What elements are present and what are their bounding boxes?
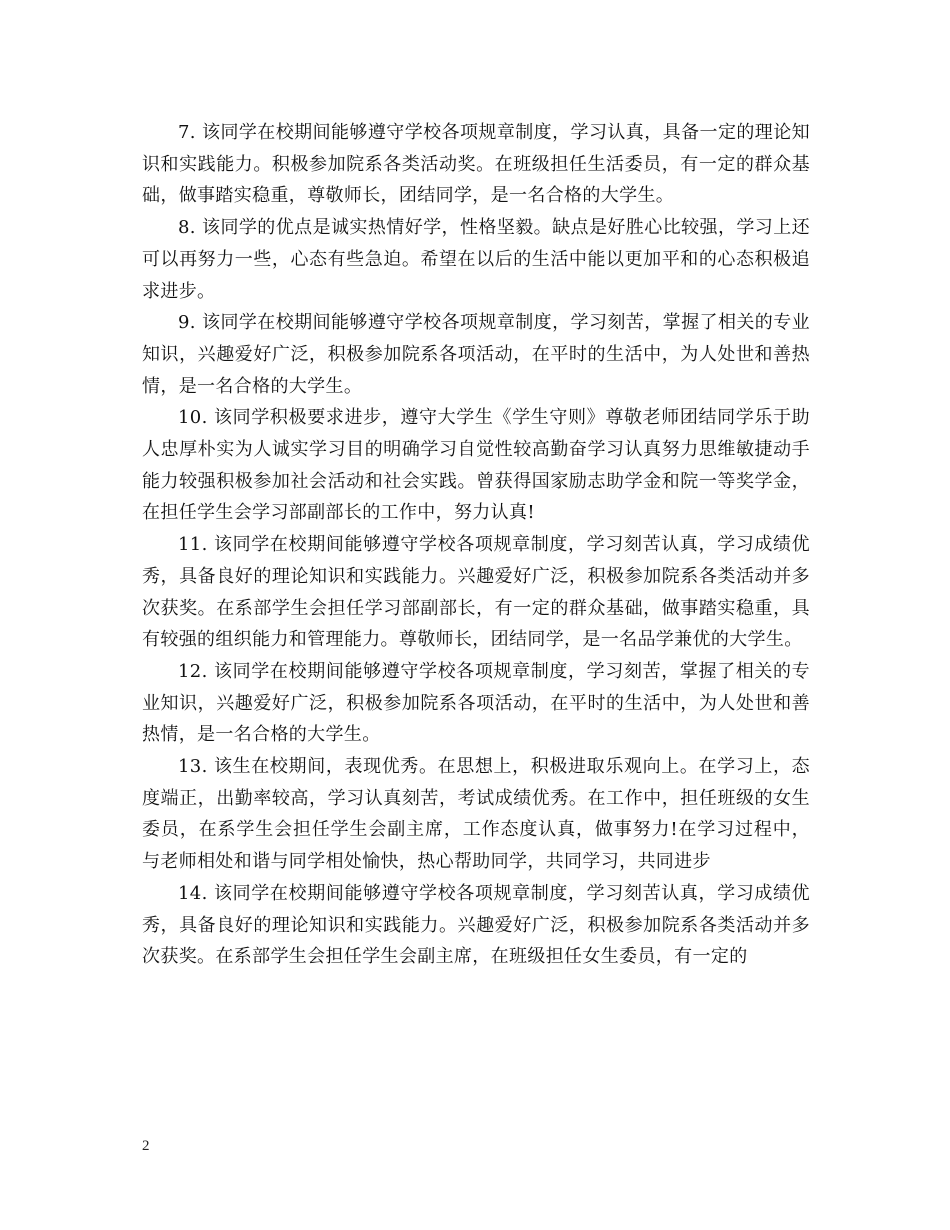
paragraph-7: 7. 该同学在校期间能够遵守学校各项规章制度，学习认真，具备一定的理论知识和实践能力。积极参加院系各类活动奖。在班级担任生活委员，有一定的群众基础，做事踏实稳重，尊敬师长，团结同学，是一名合格的大学生。 <box>142 122 810 207</box>
paragraph-12: 12. 该同学在校期间能够遵守学校各项规章制度，学习刻苦，掌握了相关的专业知识，兴趣爱好广泛，积极参加院系各项活动，在平时的生活中，为人处世和善热情，是一名合格的大学生。 <box>142 660 810 746</box>
page-number: 2 <box>142 1138 150 1154</box>
document-body <box>142 117 810 973</box>
paragraph-13: 13. 该生在校期间，表现优秀。在思想上，积极进取乐观向上。在学习上，态度端正，出勤率较高，学习认真刻苦，考试成绩优秀。在工作中，担任班级的女生委员，在系学生会担任学生会副主席，工作态度认真，做事努力!在学习过程中，与老师相处和谐与同学相处愉快，热心帮助同学，共同学习，共同进步 <box>142 756 810 873</box>
paragraph-9: 9. 该同学在校期间能够遵守学校各项规章制度，学习刻苦，掌握了相关的专业知识，兴趣爱好广泛，积极参加院系各项活动，在平时的生活中，为人处世和善热情，是一名合格的大学生。 <box>142 312 810 397</box>
paragraph-8: 8. 该同学的优点是诚实热情好学，性格坚毅。缺点是好胜心比较强，学习上还可以再努力一些，心态有些急迫。希望在以后的生活中能以更加平和的心态积极追求进步。 <box>142 217 810 302</box>
paragraph-11: 11. 该同学在校期间能够遵守学校各项规章制度，学习刻苦认真，学习成绩优秀，具备良好的理论知识和实践能力。兴趣爱好广泛，积极参加院系各类活动并多次获奖。在系部学生会担任学习部副部长，有一定的群众基础，做事踏实稳重，具有较强的组织能力和管理能力。尊敬师长，团结同学，是一名品学兼优的大学生。 <box>142 534 810 651</box>
paragraph-10: 10. 该同学积极要求进步，遵守大学生《学生守则》尊敬老师团结同学乐于助人忠厚朴实为人诚实学习目的明确学习自觉性较高勤奋学习认真努力思维敏捷动手能力较强积极参加社会活动和社会实践。曾获得国家励志助学金和院一等奖学金，在担任学生会学习部副部长的工作中，努力认真! <box>142 407 810 524</box>
paragraph-14: 14. 该同学在校期间能够遵守学校各项规章制度，学习刻苦认真，学习成绩优秀，具备良好的理论知识和实践能力。兴趣爱好广泛，积极参加院系各类活动并多次获奖。在系部学生会担任学生会副主席，在班级担任女生委员，有一定的 <box>142 882 810 968</box>
